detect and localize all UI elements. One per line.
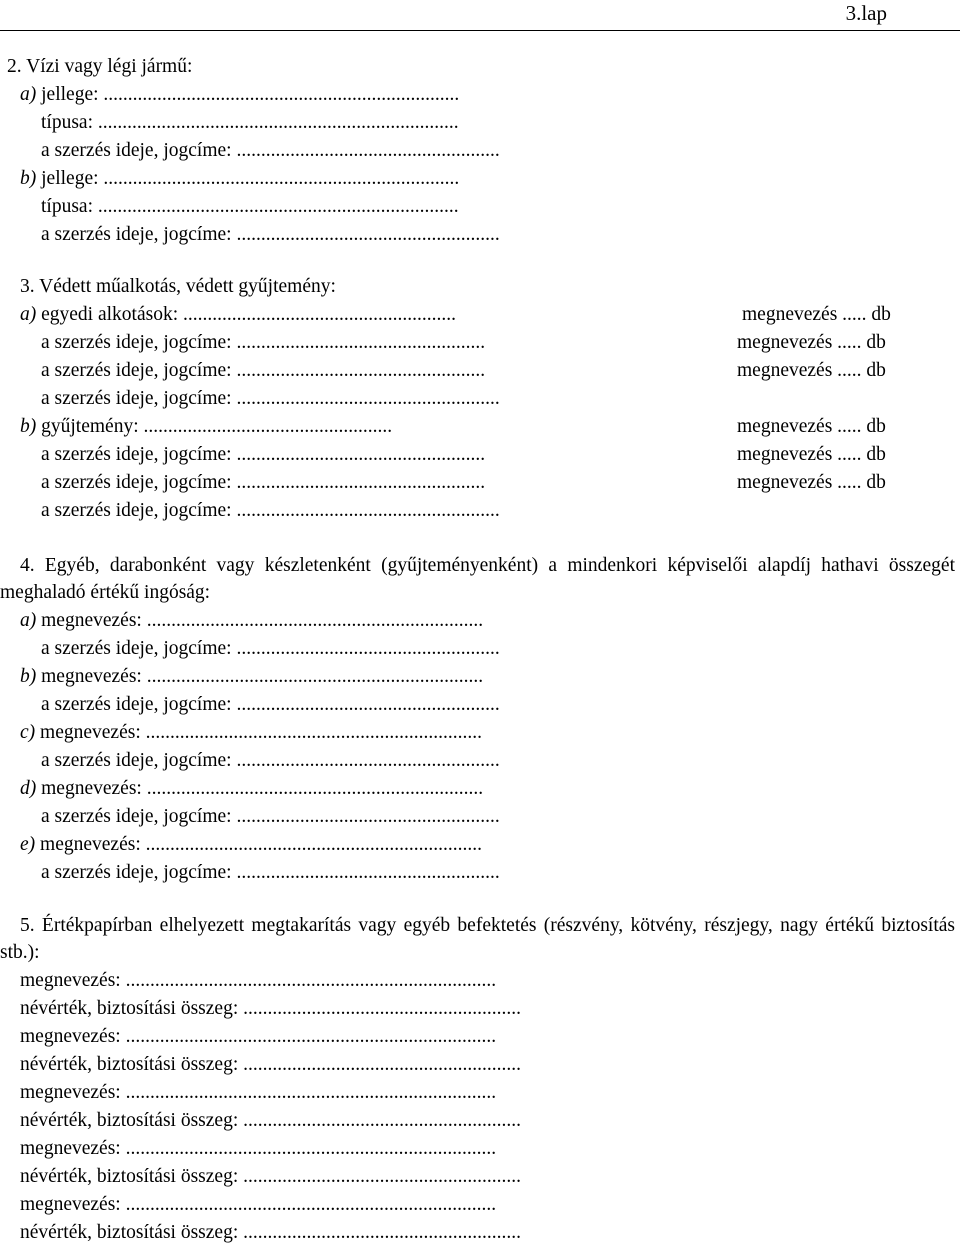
sec5-megnev-3: megnevezés: ............................................................................	[20, 1082, 497, 1103]
sec2-a-jellege-text: jellege: .........................................................................	[36, 84, 460, 105]
sec4-e-megnev	[20, 834, 482, 856]
sec2-b-jellege-text: jellege: .........................................................................	[36, 168, 460, 189]
label-b: b)	[20, 416, 37, 437]
label-c: c)	[20, 722, 36, 743]
label-d: d)	[20, 778, 37, 799]
sec3-title: 3. Védett műalkotás, védett gyűjtemény:	[20, 276, 336, 297]
sec5-megnev-1: megnevezés: ............................................................................	[20, 970, 497, 991]
sec2-b-szerzes: a szerzés ideje, jogcíme: ......................................................	[41, 224, 500, 245]
sec4-d-megnev	[20, 778, 483, 800]
label-b: b)	[20, 666, 37, 687]
page-header	[0, 0, 960, 31]
sec2-b-tipusa: típusa: ..........................................................................	[41, 196, 459, 217]
sec5-nevertek-3: névérték, biztosítási összeg: .........................................................	[20, 1110, 521, 1131]
sec4-c-megnev-text: megnevezés: .....................................................................	[35, 722, 482, 743]
sec3-b-line	[20, 416, 392, 438]
sec5-nevertek-4: névérték, biztosítási összeg: .........................................................	[20, 1166, 521, 1187]
sec5-nevertek-2: névérték, biztosítási összeg: .........................................................	[20, 1054, 521, 1075]
sec3-szerzes-2: a szerzés ideje, jogcíme: ...................................................	[41, 360, 486, 381]
sec4-b-szerzes: a szerzés ideje, jogcíme: ......................................................	[41, 694, 500, 715]
sec4-e-megnev-text: megnevezés: .....................................................................	[35, 834, 482, 855]
sec2-a-jellege	[20, 84, 459, 106]
sec5-title: 5. Értékpapírban elhelyezett megtakarítás vagy egyéb befektetés (részvény, kötvény, részjegy, nagy értékű biztosítás stb.):	[0, 915, 955, 963]
sec3-megnev-5: megnevezés ..... db	[737, 444, 886, 465]
sec4-b-megnev-text: megnevezés: .....................................................................	[36, 666, 484, 687]
sec4-a-megnev-text: megnevezés: .....................................................................	[36, 610, 484, 631]
sec3-megnev-2: megnevezés ..... db	[737, 332, 886, 353]
label-a: a)	[20, 304, 37, 325]
sec4-d-megnev-text: megnevezés: .....................................................................	[36, 778, 484, 799]
sec4-c-szerzes: a szerzés ideje, jogcíme: ......................................................	[41, 750, 500, 771]
sec3-megnev-6: megnevezés ..... db	[737, 472, 886, 493]
sec2-a-szerzes: a szerzés ideje, jogcíme: ......................................................	[41, 140, 500, 161]
sec5-megnev-5: megnevezés: ............................................................................	[20, 1194, 497, 1215]
sec3-a-text: egyedi alkotások: ........................................................	[36, 304, 457, 325]
sec2-b-jellege	[20, 168, 459, 190]
sec4-b-megnev	[20, 666, 483, 688]
sec3-szerzes-4: a szerzés ideje, jogcíme: ...................................................	[41, 444, 486, 465]
label-e: e)	[20, 834, 36, 855]
sec3-megnev-4: megnevezés ..... db	[737, 416, 886, 437]
sec5-megnev-2: megnevezés: ............................................................................	[20, 1026, 497, 1047]
sec4-a-szerzes: a szerzés ideje, jogcíme: ......................................................	[41, 638, 500, 659]
sec2-a-tipusa: típusa: ..........................................................................	[41, 112, 459, 133]
sec3-szerzes-6: a szerzés ideje, jogcíme: ......................................................	[41, 500, 500, 521]
sec4-d-szerzes: a szerzés ideje, jogcíme: ......................................................	[41, 806, 500, 827]
sec5-megnev-4: megnevezés: ............................................................................	[20, 1138, 497, 1159]
sec3-megnev-3: megnevezés ..... db	[737, 360, 886, 381]
sec5-nevertek-5: névérték, biztosítási összeg: .........................................................	[20, 1222, 521, 1243]
label-a: a)	[20, 84, 37, 105]
sec3-b-text: gyűjtemény: ...................................................	[36, 416, 393, 437]
sec5-nevertek-1: névérték, biztosítási összeg: .........................................................	[20, 998, 521, 1019]
sec3-szerzes-3: a szerzés ideje, jogcíme: ......................................................	[41, 388, 500, 409]
sec2-title: 2. Vízi vagy légi jármű:	[7, 56, 193, 77]
page-number: 3.lap	[845, 1, 887, 25]
sec3-szerzes-1: a szerzés ideje, jogcíme: ...................................................	[41, 332, 486, 353]
sec4-a-megnev	[20, 610, 483, 632]
sec3-megnev-1: megnevezés ..... db	[742, 304, 891, 325]
label-a: a)	[20, 610, 37, 631]
sec4-title: 4. Egyéb, darabonként vagy készletenként (gyűjteményenként) a mindenkori képviselői alapdíj hathavi összegét meghaladó értékű ingóság:	[0, 555, 955, 603]
label-b: b)	[20, 168, 37, 189]
sec4-c-megnev	[20, 722, 482, 744]
sec3-szerzes-5: a szerzés ideje, jogcíme: ...................................................	[41, 472, 486, 493]
sec4-e-szerzes: a szerzés ideje, jogcíme: ......................................................	[41, 862, 500, 883]
sec3-a-line	[20, 304, 456, 326]
